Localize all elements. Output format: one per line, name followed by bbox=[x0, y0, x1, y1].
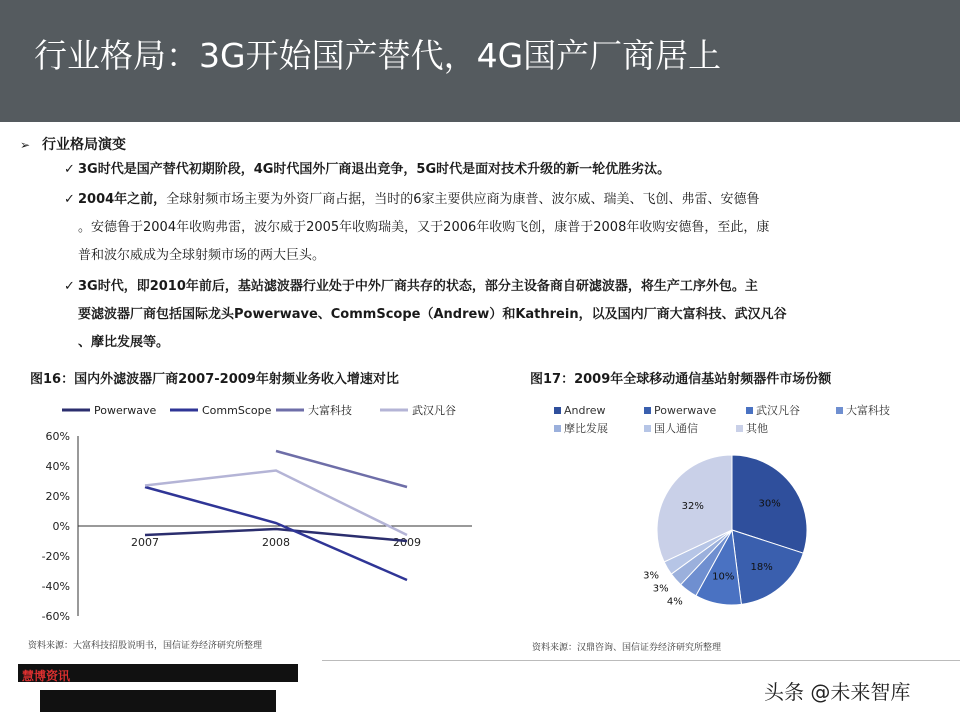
slice-label: 3% bbox=[643, 570, 660, 582]
legend-swatch bbox=[736, 425, 743, 432]
y-tick-label: -60% bbox=[41, 610, 70, 623]
legend-label: 大富科技 bbox=[308, 404, 352, 417]
slice-label: 18% bbox=[750, 561, 773, 573]
legend-label: 其他 bbox=[746, 422, 768, 435]
bullet-1: 3G时代是国产替代初期阶段，4G时代国外厂商退出竞争，5G时代是面对技术升级的新一轮优胜劣汰。 bbox=[78, 162, 671, 177]
legend-label: 大富科技 bbox=[846, 404, 890, 417]
bullet-3-line-2: 要滤波器厂商包括国际龙头Powerwave、CommScope（Andrew）和Kathrein，以及国内厂商大富科技、武汉凡谷 bbox=[78, 307, 787, 322]
check-icon: ✓ bbox=[64, 279, 75, 294]
y-tick-label: -40% bbox=[41, 580, 70, 593]
pie-chart bbox=[540, 400, 960, 620]
slide-title: 行业格局：3G开始国产替代，4G国产厂商居上 bbox=[34, 36, 722, 75]
line-series-group bbox=[145, 451, 407, 580]
x-tick-label: 2009 bbox=[393, 536, 421, 549]
legend-swatch bbox=[644, 407, 651, 414]
legend-label: 武汉凡谷 bbox=[756, 404, 800, 417]
title-bar bbox=[0, 0, 960, 122]
legend-label: Powerwave bbox=[654, 404, 717, 417]
fig17-title: 图17：2009年全球移动通信基站射频器件市场份额 bbox=[530, 372, 832, 387]
redacted-logo-text: 慧博资讯 bbox=[22, 669, 71, 683]
fig17-source: 资料来源：汉鼎咨询、国信证券经济研究所整理 bbox=[532, 643, 722, 653]
slice-label: 32% bbox=[681, 501, 704, 513]
legend-label: Powerwave bbox=[94, 404, 157, 417]
series-line bbox=[145, 471, 407, 536]
bullet-2-text: 全球射频市场主要为外资厂商占据，当时的6家主要供应商为康普、波尔威、瑞美、飞创、弗雷、安德鲁 bbox=[166, 192, 760, 207]
bullet-2-line-1 bbox=[78, 187, 928, 213]
legend-label: Andrew bbox=[564, 404, 606, 417]
slice-label: 10% bbox=[712, 571, 735, 583]
watermark: 头条 @未来智库 bbox=[764, 680, 911, 704]
line-chart bbox=[20, 396, 500, 636]
y-tick-label: 40% bbox=[45, 460, 70, 473]
bullet-2-line-3: 普和波尔威成为全球射频市场的两大巨头。 bbox=[78, 248, 326, 263]
legend-label: 武汉凡谷 bbox=[412, 404, 456, 417]
y-tick-label: 20% bbox=[45, 490, 70, 503]
legend-swatch bbox=[746, 407, 753, 414]
slice-label: 4% bbox=[666, 596, 683, 608]
heading-text: 行业格局演变 bbox=[42, 137, 126, 153]
bullet-3-line-1: 3G时代，即2010年前后，基站滤波器行业处于中外厂商共存的状态，部分主设备商自研滤波器，将生产工序外包。主 bbox=[78, 279, 758, 294]
slice-label: 3% bbox=[652, 583, 669, 595]
section-heading bbox=[20, 134, 126, 154]
line-legend bbox=[62, 403, 456, 417]
y-tick-label: -20% bbox=[41, 550, 70, 563]
bullet-2-line-2: 。安德鲁于2004年收购弗雷，波尔威于2005年收购瑞美，又于2006年收购飞创，康普于2008年收购安德鲁，至此，康 bbox=[78, 220, 770, 235]
y-tick-label: 60% bbox=[45, 430, 70, 443]
legend-label: 国人通信 bbox=[654, 422, 698, 435]
fig16-source: 资料来源：大富科技招股说明书，国信证券经济研究所整理 bbox=[28, 641, 263, 651]
check-icon: ✓ bbox=[64, 192, 75, 207]
pie-legend bbox=[554, 403, 890, 435]
bullet-3-line-3: 、摩比发展等。 bbox=[78, 335, 170, 350]
x-tick-label: 2008 bbox=[262, 536, 290, 549]
arrow-bullet-icon: ➢ bbox=[20, 138, 31, 152]
fig16-title: 图16：国内外滤波器厂商2007-2009年射频业务收入增速对比 bbox=[30, 372, 399, 387]
legend-swatch bbox=[554, 407, 561, 414]
line-axis bbox=[42, 430, 472, 623]
legend-swatch bbox=[554, 425, 561, 432]
x-tick-label: 2007 bbox=[131, 536, 159, 549]
legend-label: 摩比发展 bbox=[564, 422, 608, 435]
slice-label: 30% bbox=[758, 498, 781, 510]
legend-label: CommScope bbox=[202, 404, 272, 417]
divider-line bbox=[322, 660, 960, 661]
series-line bbox=[276, 451, 407, 487]
legend-swatch bbox=[644, 425, 651, 432]
check-icon: ✓ bbox=[64, 162, 75, 177]
legend-swatch bbox=[836, 407, 843, 414]
bullet-2-bold: 2004年之前， bbox=[78, 192, 167, 207]
y-tick-label: 0% bbox=[52, 520, 70, 533]
redacted-block bbox=[40, 690, 276, 712]
